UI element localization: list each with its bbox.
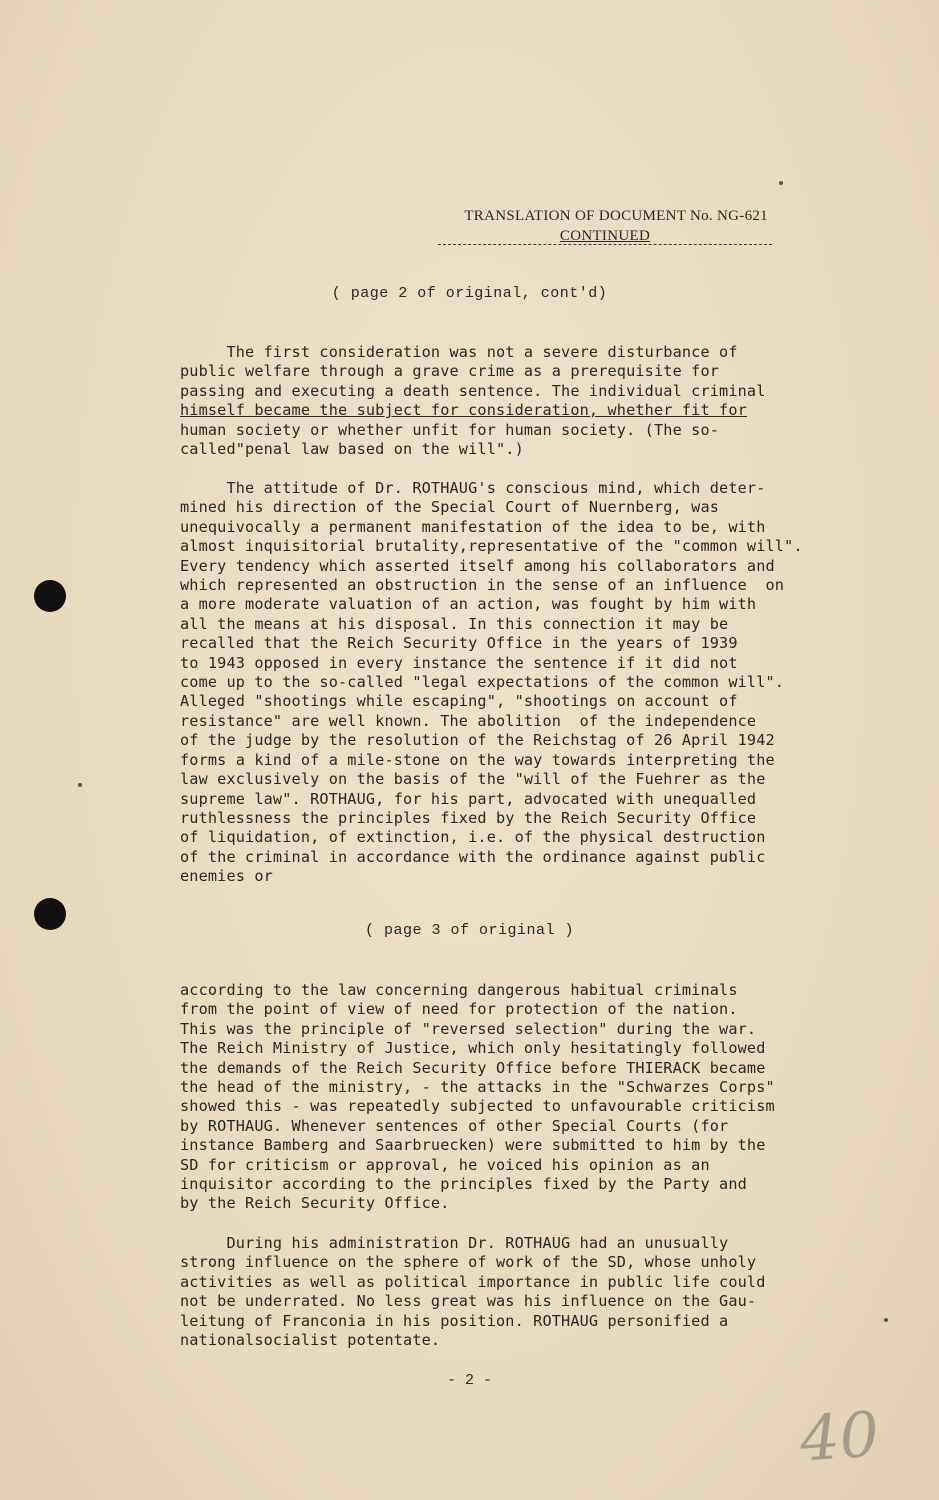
- text-line: a more moderate valuation of an action, was fought by him with: [180, 595, 757, 614]
- text-line: unequivocally a permanent manifestation of the idea to be, with: [180, 517, 766, 536]
- text-line: During his administration Dr. ROTHAUG had an unusually: [180, 1234, 729, 1252]
- text-line-underlined: himself became the subject for consideration, whether fit for: [180, 401, 747, 420]
- text-line: SD for criticism or approval, he voiced his opinion as an: [180, 1155, 710, 1174]
- text-line: by the Reich Security Office.: [180, 1194, 450, 1213]
- text-line: public welfare through a grave crime as a prerequisite for: [180, 362, 720, 381]
- ink-speck: [884, 1318, 888, 1322]
- document-subtitle: CONTINUED: [559, 228, 651, 244]
- text-line: law exclusively on the basis of the "will of the Fuehrer as the: [180, 770, 766, 789]
- text-line: of the criminal in accordance with the ordinance against public: [180, 847, 766, 866]
- text-line: human society or whether unfit for human society. (The so-: [180, 420, 720, 439]
- punch-hole-top: [34, 580, 66, 612]
- text-line: The attitude of Dr. ROTHAUG's conscious mind, which deter-: [180, 479, 766, 497]
- text-line: the head of the ministry, - the attacks in the "Schwarzes Corps": [180, 1078, 775, 1097]
- text-line: by ROTHAUG. Whenever sentences of other Special Courts (for: [180, 1116, 729, 1135]
- text-line: Alleged "shootings while escaping", "shootings on account of: [180, 692, 738, 711]
- text-line: Every tendency which asserted itself among his collaborators and: [180, 556, 775, 575]
- text-line: nationalsocialist potentate.: [180, 1331, 441, 1350]
- text-line: come up to the so-called "legal expectations of the common will".: [180, 673, 785, 692]
- page-number: - 2 -: [446, 1372, 492, 1389]
- paragraph-1: [180, 343, 820, 459]
- text-line: This was the principle of "reversed selection" during the war.: [180, 1019, 757, 1038]
- text-line: all the means at his disposal. In this connection it may be: [180, 614, 729, 633]
- text-line: of liquidation, of extinction, i.e. of the physical destruction: [180, 828, 766, 847]
- text-line: supreme law". ROTHAUG, for his part, advocated with unequalled: [180, 789, 757, 808]
- text-line: resistance" are well known. The abolition of the independence: [180, 711, 757, 730]
- page-marker-original-3: ( page 3 of original ): [364, 922, 575, 939]
- text-line: activities as well as political importance in public life could: [180, 1272, 766, 1291]
- text-line: The Reich Ministry of Justice, which only hesitatingly followed: [180, 1039, 766, 1058]
- handwritten-folio-number: 40: [797, 1397, 882, 1476]
- text-line: recalled that the Reich Security Office in the years of 1939: [180, 634, 738, 653]
- text-line: The first consideration was not a severe disturbance of: [180, 343, 738, 361]
- text-line: instance Bamberg and Saarbruecken) were submitted to him by the: [180, 1136, 766, 1155]
- text-line: of the judge by the resolution of the Reichstag of 26 April 1942: [180, 731, 775, 750]
- text-line: which represented an obstruction in the sense of an influence on: [180, 576, 785, 595]
- text-line: almost inquisitorial brutality,representative of the "common will".: [180, 537, 803, 556]
- text-line: strong influence on the sphere of work of the SD, whose unholy: [180, 1253, 757, 1272]
- text-line: the demands of the Reich Security Office before THIERACK became: [180, 1058, 766, 1077]
- text-line: called"penal law based on the will".): [180, 440, 524, 459]
- paragraph-4: [180, 1234, 820, 1350]
- text-line: not be underrated. No less great was his influence on the Gau-: [180, 1292, 757, 1311]
- text-line: to 1943 opposed in every instance the sentence if it did not: [180, 653, 738, 672]
- text-line: ruthlessness the principles fixed by the Reich Security Office: [180, 808, 757, 827]
- text-line: mined his direction of the Special Court of Nuernberg, was: [180, 498, 720, 517]
- text-line: enemies or: [180, 867, 273, 886]
- text-line: passing and executing a death sentence. The individual criminal: [180, 381, 766, 400]
- document-header: [438, 206, 772, 246]
- paragraph-2: [180, 479, 820, 887]
- page-marker-original-2: ( page 2 of original, cont'd): [331, 285, 608, 302]
- paragraph-3: [180, 981, 820, 1214]
- text-line: from the point of view of need for protection of the nation.: [180, 1000, 738, 1019]
- text-line: according to the law concerning dangerous habitual criminals: [180, 981, 738, 999]
- text-line: forms a kind of a mile-stone on the way towards interpreting the: [180, 750, 775, 769]
- document-title: TRANSLATION OF DOCUMENT No. NG-621: [464, 208, 768, 224]
- ink-speck: [779, 181, 783, 185]
- text-line: showed this - was repeatedly subjected to unfavourable criticism: [180, 1097, 775, 1116]
- text-line: leitung of Franconia in his position. ROTHAUG personified a: [180, 1311, 729, 1330]
- header-rule: [438, 244, 772, 245]
- text-line: inquisitor according to the principles fixed by the Party and: [180, 1175, 747, 1194]
- ink-speck: [78, 783, 82, 787]
